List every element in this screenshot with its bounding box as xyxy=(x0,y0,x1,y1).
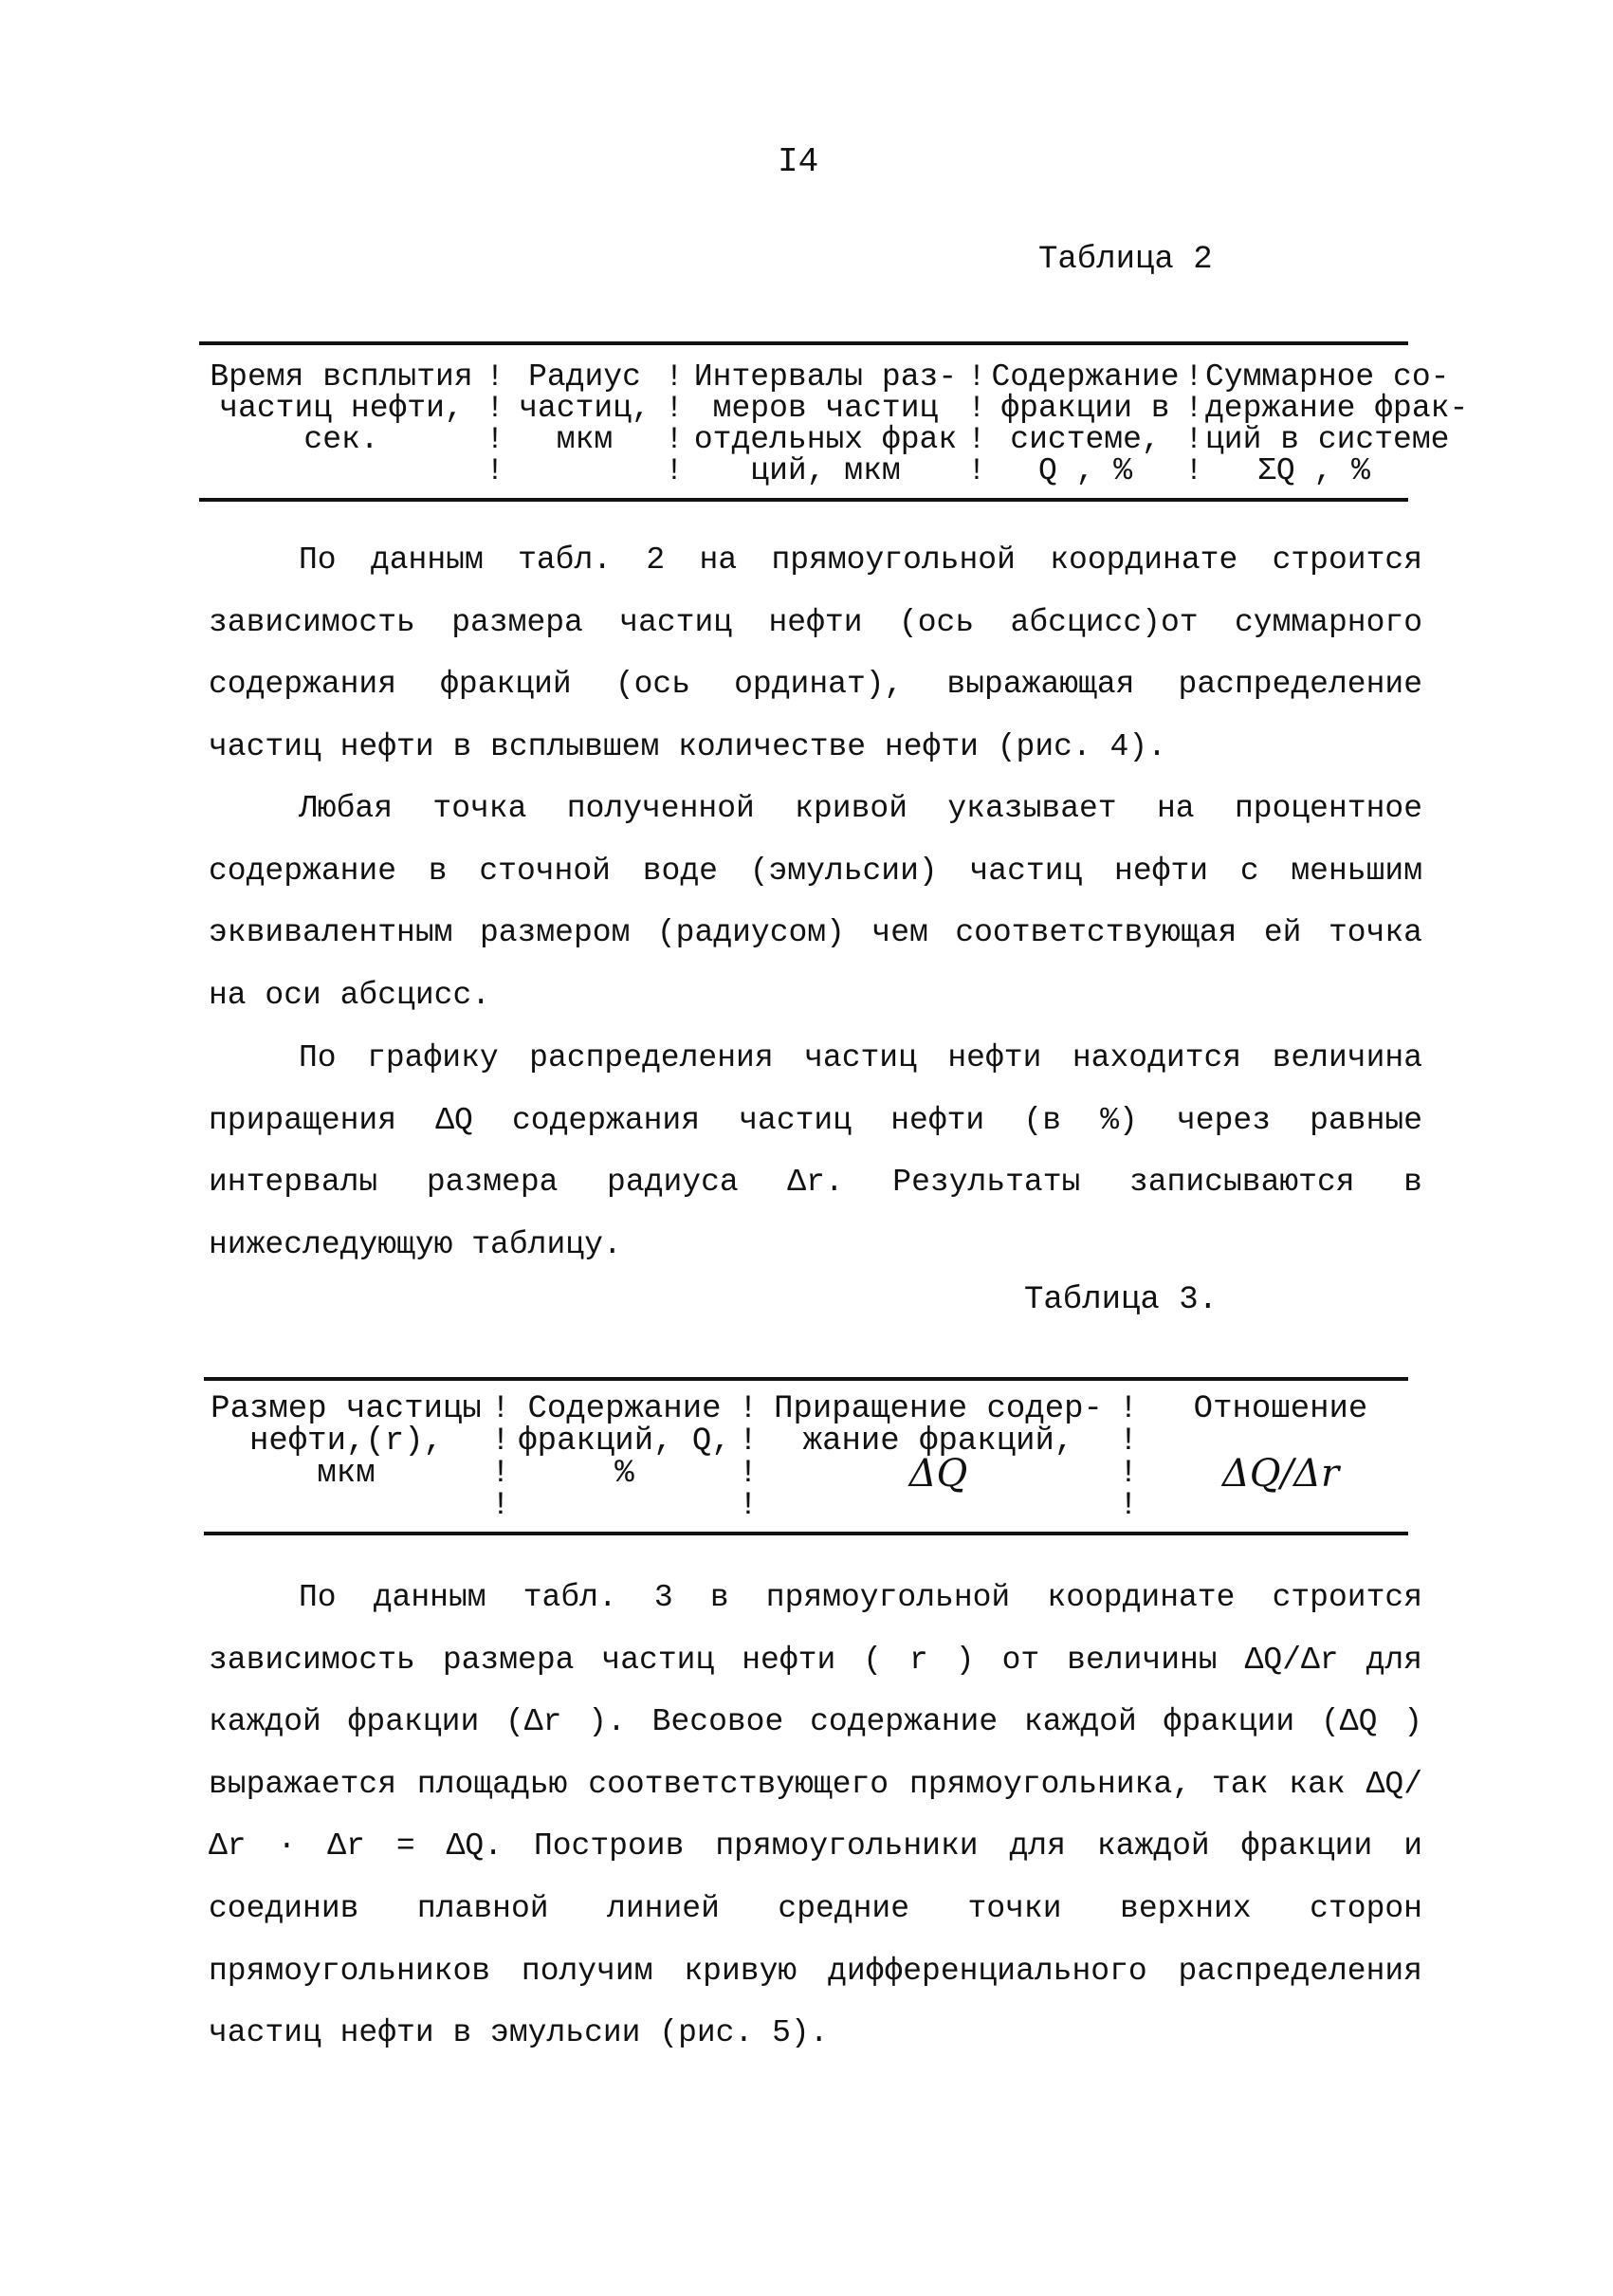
paragraph-2: Любая точка полученной кривой указывает на процентное содержание в сточной воде (эмульсии) частиц нефти с меньшим эквивалентным размером (радиусом) чем соответствующая ей точка на оси абсцисс. xyxy=(209,791,1422,1013)
t2-header-intervals: Интервалы раз- меров частиц отдельных фрак ций, мкм xyxy=(693,359,958,488)
t2-header-content: Содержание фракции в системе, Q , % xyxy=(991,359,1180,488)
table-2-top-rule xyxy=(199,341,1408,345)
t2-header-radius: Радиус частиц, мкм xyxy=(519,359,651,457)
t2-header-time: Время всплытия частиц нефти, сек. xyxy=(210,359,473,457)
paragraph-3: По графику распределения частиц нефти находится величина приращения ΔQ содержания частиц нефти (в %) через равные интервалы размера радиуса Δr. Результаты записываются в нижеследующую таблицу. xyxy=(209,1040,1422,1262)
table-3-bottom-rule xyxy=(204,1532,1408,1535)
t3-header-size: Размер частицы нефти,(r), мкм xyxy=(211,1391,482,1492)
t2-header-total: Суммарное со- держание фрак- ций в системе ΣQ , % xyxy=(1205,359,1469,488)
paragraph-1: По данным табл. 2 на прямоугольной координате строится зависимость размера частиц нефти (ось абсцисс)от суммарного содержания фракций (ось ординат), выражающая распределение частиц нефти в всплывшем количестве нефти (рис. 4). xyxy=(209,542,1422,764)
table-2-caption: Таблица 2 xyxy=(1038,242,1213,278)
paragraph-4: По данным табл. 3 в прямоугольной координате строится зависимость размера частиц нефти ( r ) от величины ΔQ/Δr для каждой фракции (Δr ). Весовое содержание каждой фракции (ΔQ ) выражается площадью соответствующего прямоугольника, так как ΔQ/Δr · Δr = ΔQ. Построив прямоугольники для каждой фракции и соединив плавной линией средние точки верхних сторон прямоугольников получим кривую дифференциального распределения частиц нефти в эмульсии (рис. 5). xyxy=(209,1580,1422,2051)
t2-separator: ! ! ! ! xyxy=(1184,359,1203,488)
table-3-top-rule xyxy=(204,1377,1408,1381)
t3-header-ratio: Отношение ΔQ/Δr xyxy=(1193,1391,1368,1496)
t2-separator: ! ! ! ! xyxy=(967,359,986,488)
table-3-header xyxy=(204,1393,1421,1522)
table-2-bottom-rule xyxy=(199,498,1408,502)
table-3-caption: Таблица 3. xyxy=(1024,1282,1219,1318)
t2-separator: ! ! ! ! xyxy=(486,359,504,488)
t3-separator: ! ! ! ! xyxy=(738,1391,759,1524)
t3-separator: ! ! ! ! xyxy=(490,1391,511,1524)
t2-separator: ! ! ! ! xyxy=(665,359,684,488)
page-number: I4 xyxy=(778,142,819,181)
t3-header-content: Содержание фракций, Q, % xyxy=(518,1391,731,1492)
table-2-header xyxy=(199,359,1469,488)
t3-separator: ! ! ! ! xyxy=(1118,1391,1139,1524)
t3-header-increment: Приращение содер- жание фракций, ΔQ xyxy=(774,1391,1103,1496)
